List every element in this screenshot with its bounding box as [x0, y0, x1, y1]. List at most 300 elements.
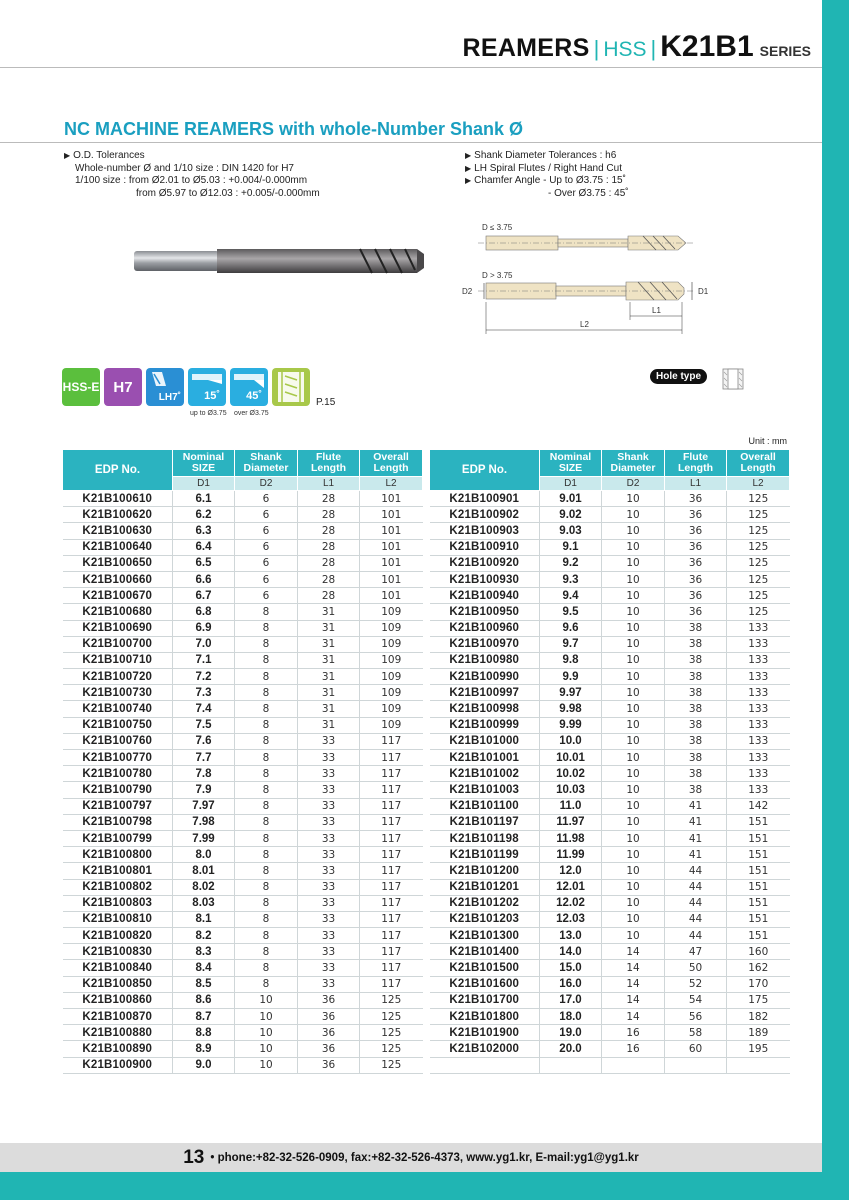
flute-length-cell	[665, 1057, 727, 1073]
edp-cell: K21B100850	[63, 976, 173, 992]
shank-diameter-cell: 10	[602, 814, 665, 830]
overall-length-cell: 101	[360, 571, 423, 587]
table-row	[430, 944, 790, 960]
shank-diameter-cell: 10	[602, 636, 665, 652]
overall-length-cell: 125	[360, 992, 423, 1008]
flute-length-cell: 33	[298, 879, 360, 895]
table-row	[63, 911, 423, 927]
header-text: Flute	[315, 451, 342, 463]
edp-cell: K21B100710	[63, 652, 173, 668]
nominal-size-cell: 9.01	[540, 491, 602, 507]
shank-diameter-cell: 10	[235, 1025, 298, 1041]
flute-length-cell: 41	[665, 847, 727, 863]
shank-diameter-cell: 6	[235, 507, 298, 523]
flute-length-cell: 28	[298, 588, 360, 604]
header-series-label: SERIES	[759, 43, 811, 59]
table-row	[430, 976, 790, 992]
nominal-size-cell: 20.0	[540, 1041, 602, 1057]
nominal-size-cell: 8.01	[173, 863, 235, 879]
header-separator: |	[650, 36, 657, 61]
nominal-size-cell: 12.0	[540, 863, 602, 879]
edp-cell: K21B100610	[63, 491, 173, 507]
subheader-d2: D2	[235, 477, 298, 491]
overall-length-cell: 117	[360, 830, 423, 846]
flute-length-cell: 31	[298, 604, 360, 620]
flute-length-cell: 33	[298, 976, 360, 992]
table-row	[63, 604, 423, 620]
shank-diameter-cell: 10	[602, 669, 665, 685]
header-text: Length	[678, 462, 713, 474]
nominal-size-cell: 6.2	[173, 507, 235, 523]
table-row	[430, 588, 790, 604]
edp-cell: K21B100680	[63, 604, 173, 620]
table-row	[430, 847, 790, 863]
flute-length-cell: 28	[298, 507, 360, 523]
overall-length-cell: 125	[360, 1009, 423, 1025]
table-row	[63, 928, 423, 944]
shank-diameter-cell: 8	[235, 750, 298, 766]
icon-label: 15˚	[204, 390, 220, 402]
flute-length-cell: 28	[298, 523, 360, 539]
shank-diameter-cell: 8	[235, 895, 298, 911]
hss-e-material-icon	[62, 368, 100, 406]
nominal-size-cell: 9.0	[173, 1057, 235, 1073]
nominal-size-cell	[540, 1057, 602, 1073]
overall-length-cell: 125	[727, 523, 790, 539]
shank-diameter-cell: 8	[235, 928, 298, 944]
flute-length-cell: 33	[298, 798, 360, 814]
table-row	[430, 928, 790, 944]
shank-diameter-cell: 14	[602, 976, 665, 992]
flute-length-cell: 33	[298, 928, 360, 944]
table-row	[63, 798, 423, 814]
nominal-size-cell: 7.97	[173, 798, 235, 814]
shank-diameter-cell: 10	[602, 588, 665, 604]
shank-diameter-cell: 8	[235, 911, 298, 927]
edp-cell: K21B100900	[63, 1057, 173, 1073]
nominal-size-cell: 18.0	[540, 1009, 602, 1025]
header-text: Diameter	[243, 462, 289, 474]
table-row	[430, 620, 790, 636]
edp-cell: K21B101203	[430, 911, 540, 927]
nominal-size-cell: 7.8	[173, 766, 235, 782]
header-text: SIZE	[191, 462, 216, 474]
spec-line: 1/100 size : from Ø2.01 to Ø5.03 : +0.004/-0.000mm	[75, 175, 308, 186]
subheader-l2: L2	[727, 477, 790, 491]
header-reamers: REAMERS	[462, 34, 590, 62]
shank-diameter-cell: 10	[602, 507, 665, 523]
edp-cell: K21B100730	[63, 685, 173, 701]
overall-length-cell: 125	[727, 604, 790, 620]
overall-length-cell	[727, 1057, 790, 1073]
nominal-size-cell: 7.99	[173, 830, 235, 846]
flute-length-cell: 41	[665, 814, 727, 830]
edp-cell: K21B100920	[430, 555, 540, 571]
table-row	[430, 750, 790, 766]
shank-diameter-cell: 10	[602, 798, 665, 814]
nominal-size-cell: 11.98	[540, 830, 602, 846]
flute-length-cell: 36	[665, 539, 727, 555]
flute-length-cell: 38	[665, 750, 727, 766]
nominal-size-cell: 7.7	[173, 750, 235, 766]
table-row	[430, 1025, 790, 1041]
shank-diameter-cell: 6	[235, 523, 298, 539]
table-row	[430, 782, 790, 798]
flute-length-cell: 31	[298, 620, 360, 636]
edp-cell: K21B100799	[63, 830, 173, 846]
shank-diameter-cell: 10	[602, 928, 665, 944]
nominal-size-cell: 6.5	[173, 555, 235, 571]
edp-cell: K21B100802	[63, 879, 173, 895]
table-row	[63, 523, 423, 539]
spec-line: Whole-number Ø and 1/10 size : DIN 1420 for H7	[75, 162, 294, 174]
edp-cell: K21B100970	[430, 636, 540, 652]
flute-length-cell: 36	[665, 571, 727, 587]
edp-cell: K21B100990	[430, 669, 540, 685]
nominal-size-cell: 8.3	[173, 944, 235, 960]
nominal-size-cell: 17.0	[540, 992, 602, 1008]
nominal-size-cell: 8.2	[173, 928, 235, 944]
shank-diameter-cell: 10	[602, 571, 665, 587]
overall-length-cell: 117	[360, 750, 423, 766]
diagram-label-d2: D2	[462, 287, 473, 296]
section-title: NC MACHINE REAMERS with whole-Number Shank Ø	[64, 119, 524, 139]
shank-diameter-cell: 10	[602, 750, 665, 766]
edp-cell: K21B101600	[430, 976, 540, 992]
header-edp: EDP No.	[63, 450, 173, 491]
edp-cell: K21B100830	[63, 944, 173, 960]
flute-length-cell: 50	[665, 960, 727, 976]
table-row	[63, 507, 423, 523]
shank-diameter-cell: 8	[235, 717, 298, 733]
header-text: SIZE	[558, 462, 583, 474]
shank-diameter-cell: 10	[602, 620, 665, 636]
table-row	[430, 798, 790, 814]
icon-label: HSS-E	[62, 380, 100, 394]
edp-cell: K21B100890	[63, 1041, 173, 1057]
flute-length-cell: 38	[665, 733, 727, 749]
table-row	[63, 782, 423, 798]
header-series-code: K21B1	[660, 30, 754, 63]
overall-length-cell: 101	[360, 588, 423, 604]
flute-length-cell: 60	[665, 1041, 727, 1057]
nominal-size-cell: 10.0	[540, 733, 602, 749]
overall-length-cell: 117	[360, 782, 423, 798]
overall-length-cell: 133	[727, 733, 790, 749]
edp-cell: K21B100780	[63, 766, 173, 782]
edp-cell: K21B101100	[430, 798, 540, 814]
table-row	[63, 636, 423, 652]
nominal-size-cell: 10.03	[540, 782, 602, 798]
table-row	[63, 750, 423, 766]
edp-cell: K21B101900	[430, 1025, 540, 1041]
flute-length-cell: 36	[665, 604, 727, 620]
overall-length-cell: 109	[360, 652, 423, 668]
edp-cell: K21B101197	[430, 814, 540, 830]
overall-length-cell: 117	[360, 911, 423, 927]
nominal-size-cell: 14.0	[540, 944, 602, 960]
edp-cell: K21B100870	[63, 1009, 173, 1025]
flute-length-cell: 33	[298, 944, 360, 960]
nominal-size-cell: 6.1	[173, 491, 235, 507]
table-row	[430, 636, 790, 652]
table-row	[63, 620, 423, 636]
spec-tolerances	[64, 150, 320, 200]
edp-cell: K21B100797	[63, 798, 173, 814]
shank-diameter-cell: 8	[235, 944, 298, 960]
hole-type-badge: Hole type	[650, 369, 707, 384]
table-row	[63, 491, 423, 507]
footer-contact: • phone:+82-32-526-0909, fax:+82-32-526-4373, www.yg1.kr, E-mail:yg1@yg1.kr	[210, 1151, 639, 1164]
edp-cell: K21B100690	[63, 620, 173, 636]
overall-length-cell: 133	[727, 750, 790, 766]
edp-cell: K21B100820	[63, 928, 173, 944]
overall-length-cell: 109	[360, 717, 423, 733]
header-separator: |	[593, 36, 600, 61]
table-row	[63, 879, 423, 895]
shank-diameter-cell: 10	[235, 992, 298, 1008]
table-row	[430, 895, 790, 911]
nominal-size-cell: 7.0	[173, 636, 235, 652]
overall-length-cell: 133	[727, 766, 790, 782]
table-row	[430, 879, 790, 895]
nominal-size-cell: 9.97	[540, 685, 602, 701]
header-shank	[602, 450, 665, 477]
flute-length-cell: 33	[298, 960, 360, 976]
edp-cell: K21B101500	[430, 960, 540, 976]
shank-diameter-cell: 8	[235, 814, 298, 830]
flute-length-cell: 31	[298, 701, 360, 717]
nominal-size-cell: 7.1	[173, 652, 235, 668]
flute-length-cell: 36	[298, 992, 360, 1008]
header-text: Length	[373, 462, 409, 474]
table-row	[63, 847, 423, 863]
series-header	[463, 30, 812, 70]
overall-length-cell: 101	[360, 523, 423, 539]
overall-length-cell: 133	[727, 717, 790, 733]
table-row	[63, 895, 423, 911]
edp-cell: K21B100770	[63, 750, 173, 766]
table-row	[63, 571, 423, 587]
nominal-size-cell: 7.5	[173, 717, 235, 733]
flute-length-cell: 38	[665, 669, 727, 685]
edp-cell: K21B100800	[63, 847, 173, 863]
overall-length-cell: 125	[727, 571, 790, 587]
header-flute	[298, 450, 360, 477]
shank-diameter-cell: 10	[602, 555, 665, 571]
edp-cell: K21B100760	[63, 733, 173, 749]
shank-diameter-cell: 8	[235, 669, 298, 685]
nominal-size-cell: 7.9	[173, 782, 235, 798]
nominal-size-cell: 6.9	[173, 620, 235, 636]
table-row	[430, 814, 790, 830]
edp-cell: K21B100803	[63, 895, 173, 911]
flute-length-cell: 58	[665, 1025, 727, 1041]
flute-length-cell: 33	[298, 911, 360, 927]
nominal-size-cell: 8.4	[173, 960, 235, 976]
overall-length-cell: 133	[727, 782, 790, 798]
shank-diameter-cell: 8	[235, 685, 298, 701]
flute-length-cell: 56	[665, 1009, 727, 1025]
right-accent-band	[822, 0, 849, 1200]
edp-cell: K21B100801	[63, 863, 173, 879]
chamfer-15-icon	[188, 368, 226, 406]
shank-diameter-cell: 14	[602, 992, 665, 1008]
edp-cell: K21B100740	[63, 701, 173, 717]
flute-length-cell: 38	[665, 652, 727, 668]
edp-cell: K21B100998	[430, 701, 540, 717]
nominal-size-cell: 6.3	[173, 523, 235, 539]
shank-diameter-cell: 8	[235, 976, 298, 992]
overall-length-cell: 101	[360, 539, 423, 555]
header-nominal	[173, 450, 235, 477]
table-row	[430, 830, 790, 846]
edp-cell: K21B100810	[63, 911, 173, 927]
flute-length-cell: 28	[298, 491, 360, 507]
spec-line: from Ø5.97 to Ø12.03 : +0.005/-0.000mm	[136, 187, 320, 199]
table-row	[63, 944, 423, 960]
overall-length-cell: 125	[727, 539, 790, 555]
table-row	[63, 863, 423, 879]
edp-cell	[430, 1057, 540, 1073]
nominal-size-cell: 9.8	[540, 652, 602, 668]
edp-cell: K21B100960	[430, 620, 540, 636]
dimension-diagram	[458, 218, 718, 338]
table-row	[430, 701, 790, 717]
header-text: Flute	[682, 451, 709, 463]
overall-length-cell: 117	[360, 976, 423, 992]
flute-length-cell: 38	[665, 782, 727, 798]
header-overall	[360, 450, 423, 477]
table-row	[63, 717, 423, 733]
table-row	[430, 863, 790, 879]
header-edp: EDP No.	[430, 450, 540, 491]
flute-length-cell: 38	[665, 701, 727, 717]
nominal-size-cell: 9.03	[540, 523, 602, 539]
hole-type-icon	[722, 368, 744, 390]
table-row	[63, 1057, 423, 1073]
nominal-size-cell: 8.03	[173, 895, 235, 911]
overall-length-cell: 133	[727, 701, 790, 717]
shank-diameter-cell: 6	[235, 491, 298, 507]
flute-length-cell: 36	[665, 523, 727, 539]
overall-length-cell: 117	[360, 895, 423, 911]
shank-diameter-cell: 8	[235, 701, 298, 717]
icon-label: LH7˚	[158, 392, 181, 403]
overall-length-cell: 151	[727, 830, 790, 846]
nominal-size-cell: 11.97	[540, 814, 602, 830]
nominal-size-cell: 8.6	[173, 992, 235, 1008]
reamer-table-left	[62, 449, 423, 1074]
spec-line: Chamfer Angle - Up to Ø3.75 : 15˚	[474, 175, 626, 186]
table-row	[430, 539, 790, 555]
reamer-photo	[132, 240, 427, 280]
flute-length-cell: 33	[298, 847, 360, 863]
overall-length-cell: 151	[727, 911, 790, 927]
overall-length-cell: 142	[727, 798, 790, 814]
edp-cell: K21B100930	[430, 571, 540, 587]
shank-diameter-cell: 10	[602, 523, 665, 539]
table-row	[430, 960, 790, 976]
nominal-size-cell: 12.02	[540, 895, 602, 911]
overall-length-cell: 117	[360, 863, 423, 879]
edp-cell: K21B101002	[430, 766, 540, 782]
page-number: 13	[183, 1146, 205, 1168]
nominal-size-cell: 9.5	[540, 604, 602, 620]
overall-length-cell: 125	[727, 491, 790, 507]
flute-length-cell: 44	[665, 911, 727, 927]
overall-length-cell: 151	[727, 847, 790, 863]
nominal-size-cell: 15.0	[540, 960, 602, 976]
nominal-size-cell: 6.8	[173, 604, 235, 620]
shank-diameter-cell: 10	[602, 911, 665, 927]
overall-length-cell: 133	[727, 685, 790, 701]
table-row	[430, 491, 790, 507]
flute-length-cell: 31	[298, 652, 360, 668]
nominal-size-cell: 9.6	[540, 620, 602, 636]
flute-length-cell: 31	[298, 669, 360, 685]
overall-length-cell: 125	[360, 1057, 423, 1073]
edp-cell: K21B100903	[430, 523, 540, 539]
shank-diameter-cell: 10	[602, 685, 665, 701]
nominal-size-cell: 9.2	[540, 555, 602, 571]
shank-diameter-cell: 14	[602, 960, 665, 976]
header-text: Diameter	[610, 462, 656, 474]
flute-length-cell: 44	[665, 895, 727, 911]
unit-label: Unit : mm	[748, 436, 787, 446]
nominal-size-cell: 11.99	[540, 847, 602, 863]
diagram-label-d1: D1	[698, 287, 709, 296]
flute-length-cell: 31	[298, 717, 360, 733]
shank-diameter-cell: 10	[602, 733, 665, 749]
flute-length-cell: 33	[298, 863, 360, 879]
flute-length-cell: 28	[298, 571, 360, 587]
shank-diameter-cell: 10	[602, 652, 665, 668]
shank-diameter-cell: 10	[235, 1041, 298, 1057]
table-row	[63, 701, 423, 717]
spec-line: O.D. Tolerances	[73, 150, 145, 161]
edp-cell: K21B100630	[63, 523, 173, 539]
overall-length-cell: 109	[360, 636, 423, 652]
edp-cell: K21B100750	[63, 717, 173, 733]
table-row	[430, 733, 790, 749]
shank-diameter-cell: 8	[235, 636, 298, 652]
shank-diameter-cell: 6	[235, 571, 298, 587]
shank-diameter-cell: 10	[602, 847, 665, 863]
header-text: Overall	[740, 451, 776, 463]
shank-diameter-cell: 10	[602, 766, 665, 782]
table-row	[63, 766, 423, 782]
left-hand-spiral-icon	[146, 368, 184, 406]
table-row	[430, 507, 790, 523]
flute-length-cell: 38	[665, 717, 727, 733]
nominal-size-cell: 10.01	[540, 750, 602, 766]
page-reference: P.15	[316, 397, 336, 408]
shank-diameter-cell: 6	[235, 588, 298, 604]
h7-tolerance-icon	[104, 368, 142, 406]
edp-cell: K21B100720	[63, 669, 173, 685]
shank-diameter-cell: 6	[235, 539, 298, 555]
bullet-triangle-icon: ▶	[465, 151, 472, 160]
edp-cell: K21B100620	[63, 507, 173, 523]
edp-cell: K21B101700	[430, 992, 540, 1008]
overall-length-cell: 133	[727, 636, 790, 652]
overall-length-cell: 117	[360, 944, 423, 960]
flute-length-cell: 36	[665, 588, 727, 604]
table-row	[430, 685, 790, 701]
nominal-size-cell: 9.99	[540, 717, 602, 733]
overall-length-cell: 101	[360, 555, 423, 571]
